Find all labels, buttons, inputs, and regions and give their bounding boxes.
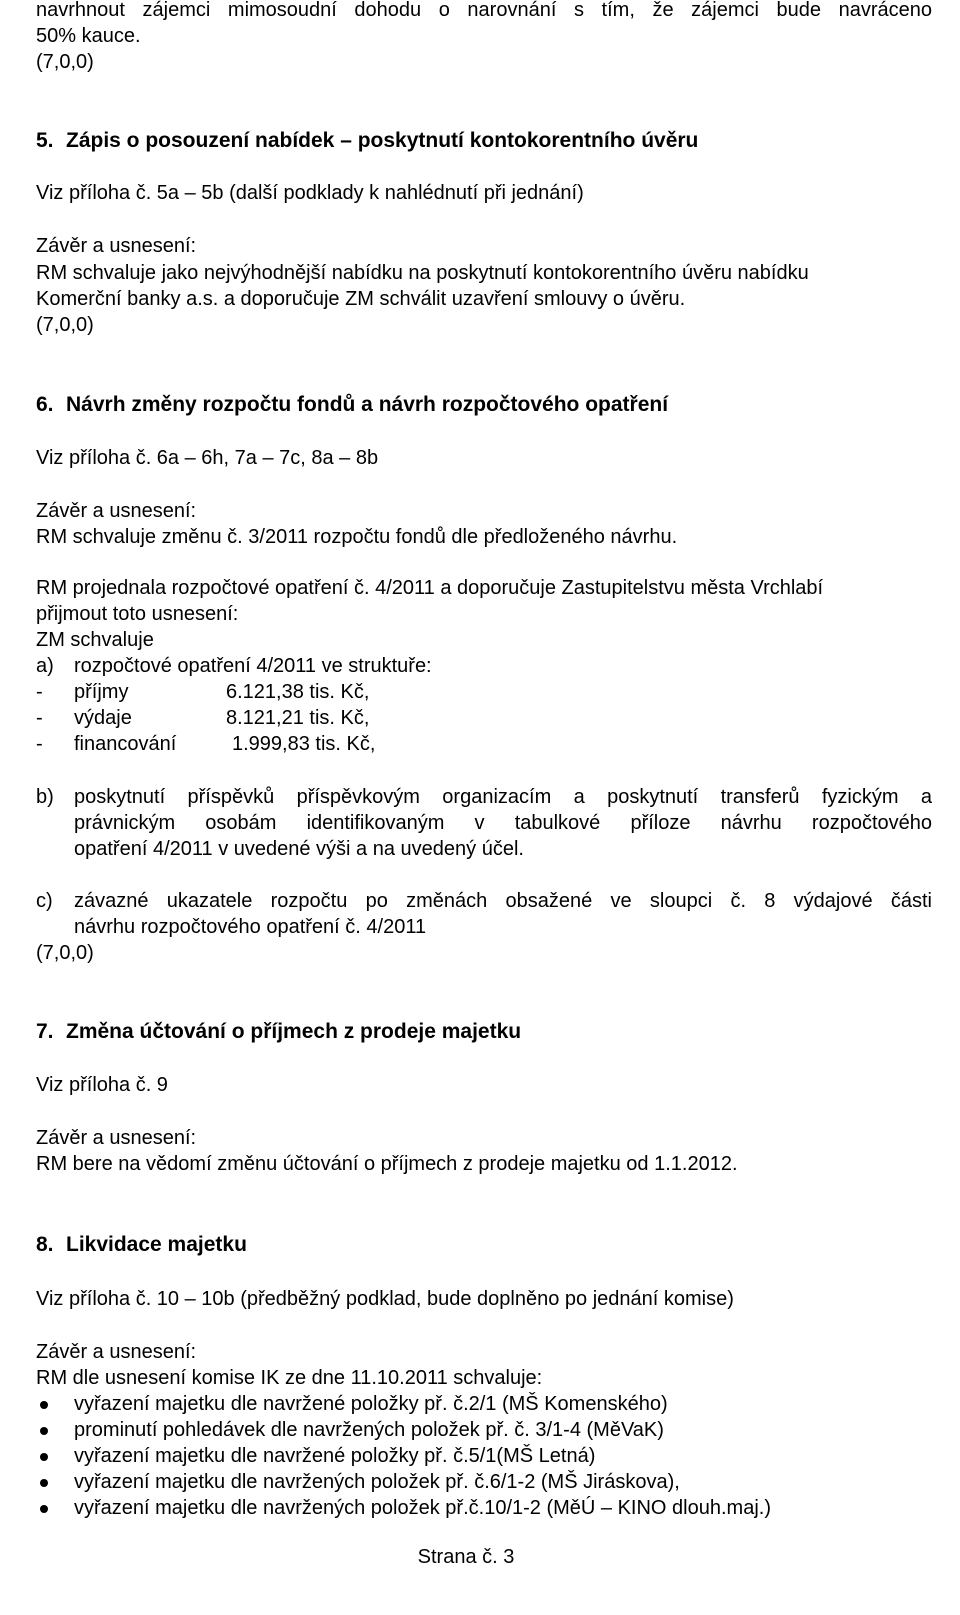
bullet-dot	[40, 1505, 48, 1513]
section-8-number: 8.	[36, 1233, 54, 1256]
section-5-conclusion-label: Závěr a usnesení:	[36, 235, 197, 257]
page-number: Strana č. 3	[417, 1546, 515, 1568]
item-c-line-2: návrhu rozpočtového opatření č. 4/2011	[74, 916, 427, 938]
item-b-label: b)	[36, 786, 54, 808]
section-8-title: Likvidace majetku	[66, 1233, 247, 1256]
list-item: vyřazení majetku dle navržené položky př. č.5/1(MŠ Letná)	[74, 1445, 596, 1467]
bullet-dot	[40, 1479, 48, 1487]
section-6-vote: (7,0,0)	[36, 942, 94, 964]
section-6-resolution-1: RM schvaluje změnu č. 3/2011 rozpočtu fondů dle předloženého návrhu.	[36, 526, 678, 548]
section-6-resolution-3: přijmout toto usnesení:	[36, 603, 239, 625]
list-item: vyřazení majetku dle navržených položek př.č.10/1-2 (MěÚ – KINO dlouh.maj.)	[74, 1497, 771, 1519]
budget-row-value: 6.121,38 tis. Kč,	[226, 681, 370, 703]
section-7-title: Změna účtování o příjmech z prodeje majetku	[66, 1020, 522, 1043]
section-6-title: Návrh změny rozpočtu fondů a návrh rozpočtového opatření	[66, 393, 669, 416]
section-5-vote: (7,0,0)	[36, 314, 94, 336]
budget-row-label: financování	[74, 733, 177, 755]
intro-line-1: navrhnout zájemci mimosoudní dohodu o narovnání s tím, že zájemci bude navráceno	[36, 0, 932, 21]
list-item: vyřazení majetku dle navržených položek př. č.6/1-2 (MŠ Jiráskova),	[74, 1471, 680, 1493]
budget-row-financing	[36, 733, 375, 755]
section-8-attachment: Viz příloha č. 10 – 10b (předběžný podklad, bude doplněno po jednání komise)	[36, 1288, 734, 1310]
section-5-title: Zápis o posouzení nabídek – poskytnutí kontokorentního úvěru	[66, 129, 699, 152]
bullet-dot	[40, 1401, 48, 1409]
item-b-line-3: opatření 4/2011 v uvedené výši a na uvedený účel.	[74, 838, 524, 860]
section-5-resolution-2: Komerční banky a.s. a doporučuje ZM schválit uzavření smlouvy o úvěru.	[36, 288, 686, 310]
budget-row-expenses	[36, 707, 369, 729]
bullet-dot	[40, 1427, 48, 1435]
list-item: vyřazení majetku dle navržené položky př. č.2/1 (MŠ Komenského)	[74, 1393, 668, 1415]
intro-line-2: 50% kauce.	[36, 25, 141, 47]
item-b-line-2: právnickým osobám identifikovaným v tabulkové příloze návrhu rozpočtového	[74, 812, 932, 834]
section-5-heading	[36, 130, 698, 152]
budget-row-label: příjmy	[74, 681, 129, 703]
section-6-attachment: Viz příloha č. 6a – 6h, 7a – 7c, 8a – 8b	[36, 447, 379, 469]
section-7-conclusion-label: Závěr a usnesení:	[36, 1127, 197, 1149]
section-5-resolution-1: RM schvaluje jako nejvýhodnější nabídku na poskytnutí kontokorentního úvěru nabídku	[36, 262, 809, 284]
section-8-resolution-1: RM dle usnesení komise IK ze dne 11.10.2011 schvaluje:	[36, 1367, 543, 1389]
section-6-conclusion-label: Závěr a usnesení:	[36, 500, 197, 522]
item-a-text: rozpočtové opatření 4/2011 ve struktuře:	[74, 655, 432, 677]
section-5-attachment: Viz příloha č. 5a – 5b (další podklady k nahlédnutí při jednání)	[36, 182, 584, 204]
item-b-line-1: poskytnutí příspěvků příspěvkovým organizacím a poskytnutí transferů fyzickým a	[74, 786, 932, 808]
budget-row-value: 1.999,83 tis. Kč,	[232, 733, 376, 755]
budget-row-income	[36, 681, 369, 703]
section-8-conclusion-label: Závěr a usnesení:	[36, 1341, 197, 1363]
section-6-resolution-2: RM projednala rozpočtové opatření č. 4/2011 a doporučuje Zastupitelstvu města Vrchlabí	[36, 577, 824, 599]
section-7-heading	[36, 1021, 521, 1043]
item-c-line-1: závazné ukazatele rozpočtu po změnách obsažené ve sloupci č. 8 výdajové části	[74, 890, 932, 912]
budget-row-value: 8.121,21 tis. Kč,	[226, 707, 370, 729]
section-7-resolution-1: RM bere na vědomí změnu účtování o příjmech z prodeje majetku od 1.1.2012.	[36, 1153, 738, 1175]
intro-vote: (7,0,0)	[36, 51, 94, 73]
list-item: prominutí pohledávek dle navržených položek př. č. 3/1-4 (MěVaK)	[74, 1419, 664, 1441]
section-7-attachment: Viz příloha č. 9	[36, 1074, 168, 1096]
item-c-label: c)	[36, 890, 53, 912]
bullet-dot	[40, 1453, 48, 1461]
section-6-item-a	[36, 655, 432, 677]
section-8-heading	[36, 1234, 247, 1256]
section-6-heading	[36, 394, 668, 416]
list-dash: -	[36, 707, 43, 729]
section-6-resolution-4: ZM schvaluje	[36, 629, 154, 651]
section-5-number: 5.	[36, 129, 54, 152]
budget-row-label: výdaje	[74, 707, 132, 729]
item-a-label: a)	[36, 655, 54, 677]
section-6-number: 6.	[36, 393, 54, 416]
list-dash: -	[36, 681, 43, 703]
section-7-number: 7.	[36, 1020, 54, 1043]
list-dash: -	[36, 733, 43, 755]
